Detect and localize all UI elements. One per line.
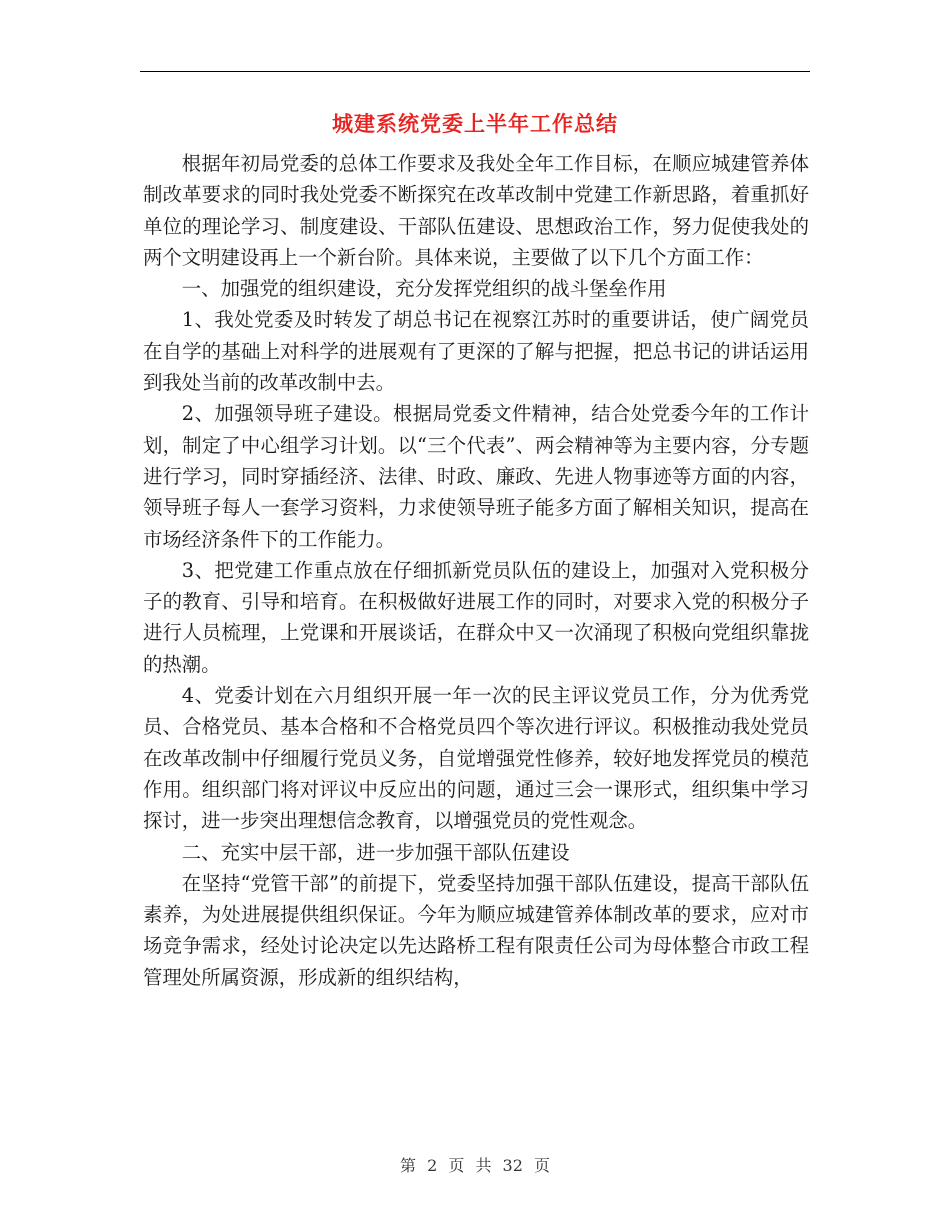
paragraph: 4、党委计划在六月组织开展一年一次的民主评议党员工作，分为优秀党员、合格党员、基本合格和不合格党员四个等次进行评议。积极推动我处党员在改革改制中仔细履行党员义务，自觉增强党性修养，较好地发挥党员的模范作用。组织部门将对评议中反应出的问题，通过三会一课形式，组织集中学习探讨，进一步突出理想信念教育，以增强党员的党性观念。 <box>143 684 809 833</box>
paragraph: 2、加强领导班子建设。根据局党委文件精神，结合处党委今年的工作计划，制定了中心组学习计划。以“三个代表”、两会精神等为主要内容，分专题进行学习，同时穿插经济、法律、时政、廉政、先进人物事迹等方面的内容，领导班子每人一套学习资料，力求使领导班子能多方面了解相关知识，提高在市场经济条件下的工作能力。 <box>143 402 809 551</box>
document-title: 城建系统党委上半年工作总结 <box>332 111 618 136</box>
paragraph: 1、我处党委及时转发了胡总书记在视察江苏时的重要讲话，使广阔党员在自学的基础上对科学的进展观有了更深的了解与把握，把总书记的讲话运用到我处当前的改革改制中去。 <box>143 308 809 395</box>
document-body <box>143 148 809 993</box>
paragraph: 根据年初局党委的总体工作要求及我处全年工作目标，在顺应城建管养体制改革要求的同时我处党委不断探究在改革改制中党建工作新思路，着重抓好单位的理论学习、制度建设、干部队伍建设、思想政治工作，努力促使我处的两个文明建设再上一个新台阶。具体来说，主要做了以下几个方面工作： <box>143 152 809 269</box>
header-rule <box>140 71 810 72</box>
paragraph: 3、把党建工作重点放在仔细抓新党员队伍的建设上，加强对入党积极分子的教育、引导和培育。在积极做好进展工作的同时，对要求入党的积极分子进行人员梳理，上党课和开展谈话，在群众中又一次涌现了积极向党组织靠拢的热潮。 <box>143 558 809 676</box>
paragraph: 在坚持“党管干部”的前提下，党委坚持加强干部队伍建设，提高干部队伍素养，为处进展提供组织保证。今年为顺应城建管养体制改革的要求，应对市场竞争需求，经处讨论决定以先达路桥工程有限责任公司为母体整合市政工程管理处所属资源，形成新的组织结构， <box>143 871 809 989</box>
section-heading: 一、加强党的组织建设，充分发挥党组织的战斗堡垒作用 <box>181 277 667 301</box>
section-heading: 二、充实中层干部，进一步加强干部队伍建设 <box>181 840 570 864</box>
page-number-footer: 第 2 页 共 32 页 <box>400 1156 550 1175</box>
